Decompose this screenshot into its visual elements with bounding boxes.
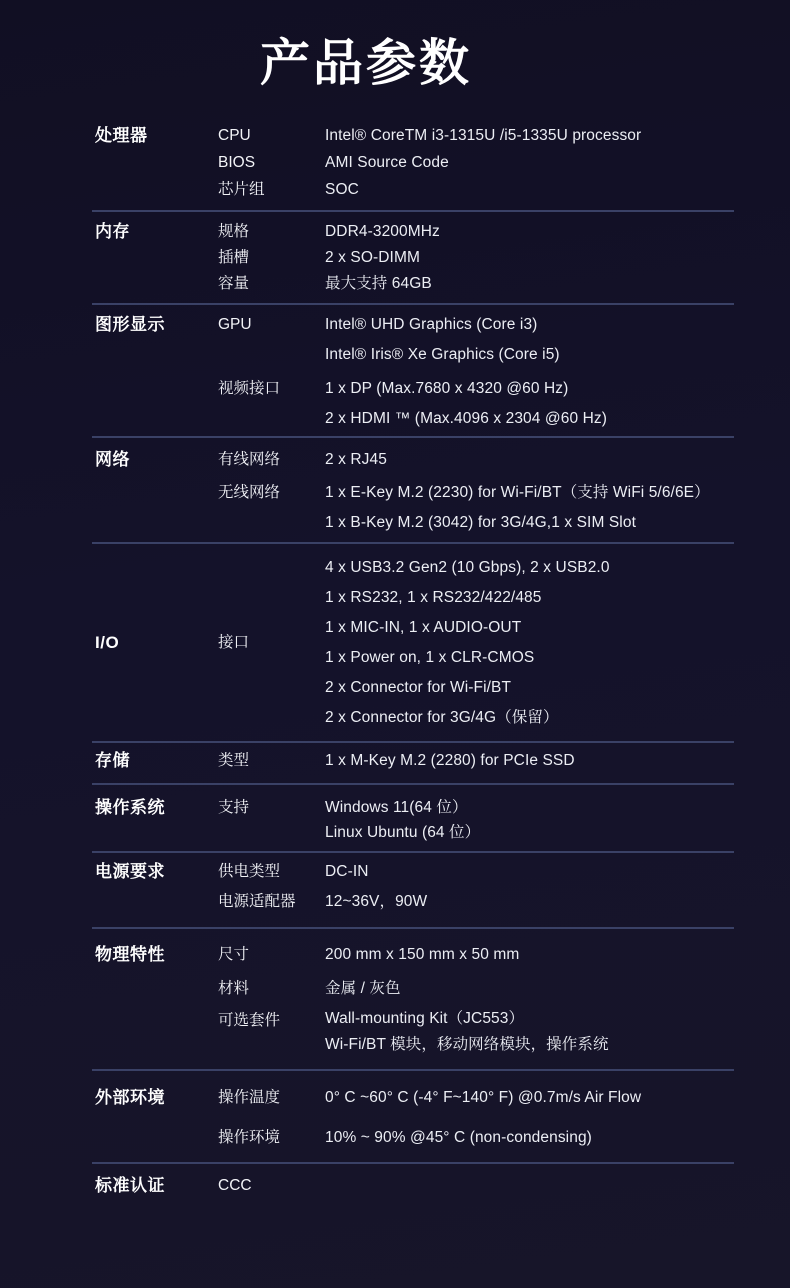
category-label: 处理器 — [95, 126, 148, 145]
spec-value: 最大支持 64GB — [325, 275, 432, 292]
spec-value: Intel® UHD Graphics (Core i3) — [325, 316, 538, 333]
section-os — [92, 785, 734, 851]
spec-values — [325, 219, 734, 245]
spec-label: 插槽 — [218, 249, 250, 266]
spec-label: 规格 — [218, 223, 250, 240]
section-environment — [92, 1071, 734, 1162]
section-power — [92, 853, 734, 927]
spec-value: Wi-Fi/BT 模块，移动网络模块，操作系统 — [325, 1036, 609, 1053]
spec-values — [325, 795, 734, 845]
spec-value: Wall-mounting Kit（JC553） — [325, 1010, 525, 1027]
spec-value: Linux Ubuntu (64 位） — [325, 824, 481, 841]
spec-value: 2 x HDMI ™ (Max.4096 x 2304 @60 Hz) — [325, 410, 607, 427]
spec-label: 材料 — [218, 980, 250, 997]
spec-row — [218, 857, 734, 887]
spec-values — [325, 1123, 734, 1153]
spec-value: 0° C ~60° C (-4° F~140° F) @0.7m/s Air Flow — [325, 1089, 642, 1106]
spec-row — [218, 374, 734, 434]
spec-label: GPU — [218, 316, 252, 333]
spec-value: SOC — [325, 181, 359, 198]
section-physical — [92, 929, 734, 1069]
spec-value: 1 x RS232, 1 x RS232/422/485 — [325, 589, 542, 606]
spec-values — [325, 176, 734, 203]
spec-value: 1 x DP (Max.7680 x 4320 @60 Hz) — [325, 380, 569, 397]
spec-value: 1 x B-Key M.2 (3042) for 3G/4G,1 x SIM Slot — [325, 514, 636, 531]
spec-value: 10% ~ 90% @45° C (non-condensing) — [325, 1129, 592, 1146]
spec-values — [325, 857, 734, 887]
spec-values — [325, 310, 734, 370]
spec-row — [218, 940, 734, 970]
spec-rows — [218, 553, 734, 733]
spec-values — [325, 974, 734, 1004]
spec-label: 可选套件 — [218, 1012, 281, 1029]
spec-row — [218, 219, 734, 245]
spec-row — [218, 245, 734, 271]
spec-value: 1 x M-Key M.2 (2280) for PCIe SSD — [325, 752, 575, 769]
spec-row — [218, 1171, 734, 1201]
spec-value: 1 x MIC-IN, 1 x AUDIO-OUT — [325, 619, 522, 636]
spec-value: 4 x USB3.2 Gen2 (10 Gbps), 2 x USB2.0 — [325, 559, 610, 576]
product-spec-page — [0, 34, 790, 1288]
spec-rows — [218, 219, 734, 297]
spec-value: 200 mm x 150 mm x 50 mm — [325, 946, 520, 963]
spec-label: 芯片组 — [218, 181, 265, 198]
spec-table — [92, 92, 734, 1201]
section-io — [92, 544, 734, 741]
spec-label: 有线网络 — [218, 451, 281, 468]
page-title: 产品参数 — [260, 35, 472, 91]
spec-value: 12~36V，90W — [325, 893, 428, 910]
spec-values — [325, 245, 734, 271]
spec-row — [218, 176, 734, 203]
spec-value: 2 x SO-DIMM — [325, 249, 420, 266]
spec-label: CPU — [218, 127, 251, 144]
spec-label: CCC — [218, 1177, 252, 1194]
spec-rows — [218, 122, 734, 203]
spec-value: AMI Source Code — [325, 154, 449, 171]
spec-label: 电源适配器 — [218, 893, 296, 910]
spec-row — [218, 310, 734, 370]
spec-row — [218, 149, 734, 176]
spec-label: BIOS — [218, 154, 256, 171]
spec-label: 接口 — [218, 634, 250, 651]
spec-label: 操作温度 — [218, 1089, 281, 1106]
spec-values — [325, 445, 734, 475]
spec-row — [218, 1083, 734, 1113]
spec-value: 1 x E-Key M.2 (2230) for Wi-Fi/BT（支持 WiFi 5/6/6E） — [325, 484, 710, 501]
spec-row — [218, 122, 734, 149]
spec-row — [218, 974, 734, 1004]
spec-value: Intel® CoreTM i3-1315U /i5-1335U processor — [325, 127, 642, 144]
section-memory — [92, 212, 734, 303]
spec-rows — [218, 940, 734, 1058]
spec-row — [218, 1006, 734, 1058]
spec-value: 2 x Connector for 3G/4G（保留） — [325, 709, 559, 726]
spec-row — [218, 478, 734, 538]
spec-rows — [218, 1171, 734, 1201]
section-storage — [92, 743, 734, 783]
spec-values — [325, 149, 734, 176]
spec-row — [218, 1123, 734, 1153]
spec-value: 2 x Connector for Wi-Fi/BT — [325, 679, 512, 696]
category-label: 标准认证 — [95, 1176, 165, 1195]
section-processor — [92, 92, 734, 210]
spec-rows — [218, 746, 734, 776]
spec-value: 1 x Power on, 1 x CLR-CMOS — [325, 649, 535, 666]
category-label: 物理特性 — [95, 945, 165, 964]
category-label: 操作系统 — [95, 798, 165, 817]
category-label: 外部环境 — [95, 1088, 165, 1107]
spec-values — [325, 478, 734, 538]
spec-values — [325, 746, 734, 776]
spec-values — [325, 1006, 734, 1058]
spec-rows — [218, 445, 734, 538]
section-graphics — [92, 305, 734, 436]
spec-row — [218, 445, 734, 475]
spec-rows — [218, 795, 734, 845]
spec-value: 金属 / 灰色 — [325, 980, 401, 997]
spec-value: DC-IN — [325, 863, 369, 880]
spec-values — [325, 1171, 734, 1201]
spec-label: 类型 — [218, 752, 250, 769]
spec-values — [325, 940, 734, 970]
section-network — [92, 438, 734, 542]
spec-label: 尺寸 — [218, 946, 250, 963]
spec-row — [218, 887, 734, 917]
category-label: 网络 — [95, 450, 130, 469]
spec-label: 无线网络 — [218, 484, 281, 501]
spec-values — [325, 122, 734, 149]
spec-rows — [218, 857, 734, 917]
category-label: 电源要求 — [95, 862, 165, 881]
spec-values — [325, 374, 734, 434]
spec-values — [325, 271, 734, 297]
spec-label: 视频接口 — [218, 380, 281, 397]
spec-rows — [218, 310, 734, 434]
spec-label: 供电类型 — [218, 863, 281, 880]
spec-values — [325, 887, 734, 917]
spec-row — [218, 795, 734, 845]
spec-value: Intel® Iris® Xe Graphics (Core i5) — [325, 346, 560, 363]
category-label: 内存 — [95, 222, 130, 241]
spec-values — [325, 1083, 734, 1113]
category-label: 存储 — [95, 751, 130, 770]
category-label: I/O — [95, 633, 120, 652]
section-certification — [92, 1164, 734, 1201]
spec-row — [218, 553, 734, 733]
spec-row — [218, 271, 734, 297]
spec-label: 操作环境 — [218, 1129, 281, 1146]
spec-rows — [218, 1083, 734, 1153]
spec-value: Windows 11(64 位） — [325, 799, 468, 816]
spec-value: DDR4-3200MHz — [325, 223, 440, 240]
spec-label: 容量 — [218, 275, 250, 292]
spec-values — [325, 553, 734, 733]
spec-label: 支持 — [218, 799, 250, 816]
spec-value: 2 x RJ45 — [325, 451, 387, 468]
category-label: 图形显示 — [95, 315, 165, 334]
spec-row — [218, 746, 734, 776]
